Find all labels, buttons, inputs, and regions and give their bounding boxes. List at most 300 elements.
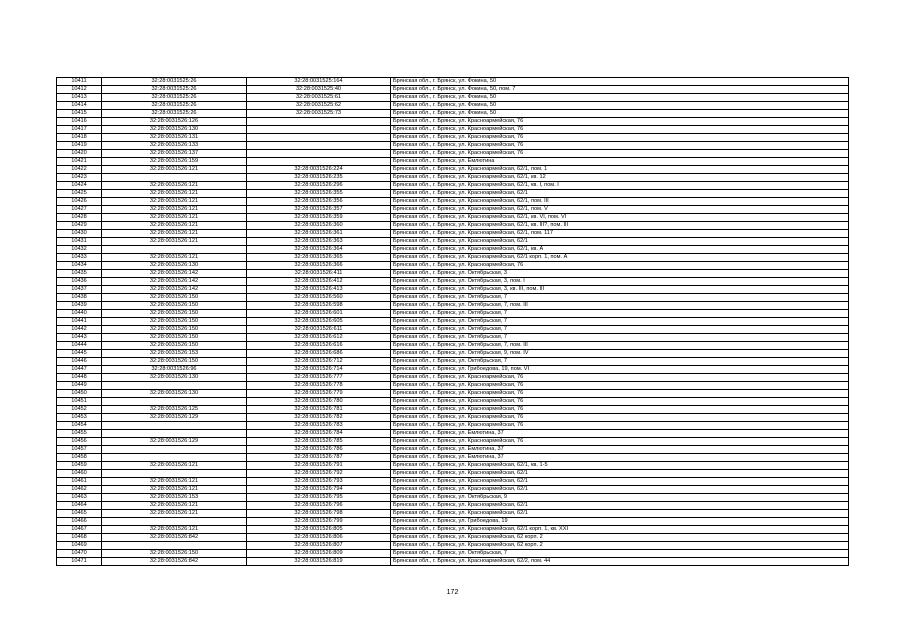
table-row	[57, 278, 849, 286]
parcel-cadastral-number-cell	[102, 446, 247, 454]
address-cell: Брянская обл., г. Брянск, ул. Октябрьская, 7	[391, 358, 849, 366]
row-number-cell: 10442	[57, 326, 102, 334]
address-cell: Брянская обл., г. Брянск, ул. Красноармейская, 62/1	[391, 510, 849, 518]
object-cadastral-number-cell: 32:28:0031526:799	[247, 518, 391, 526]
parcel-cadastral-number-cell	[102, 174, 247, 182]
table-row	[57, 430, 849, 438]
row-number-cell: 10450	[57, 390, 102, 398]
parcel-cadastral-number-cell	[102, 542, 247, 550]
object-cadastral-number-cell: 32:28:0031526:296	[247, 182, 391, 190]
parcel-cadastral-number-cell: 32:28:0031526:142	[102, 270, 247, 278]
object-cadastral-number-cell: 32:28:0031526:357	[247, 206, 391, 214]
address-cell: Брянская обл., г. Брянск, ул. Красноармейская, 62/1, кв. III?, пом. III	[391, 222, 849, 230]
table-row	[57, 254, 849, 262]
table-row	[57, 174, 849, 182]
address-cell: Брянская обл., г. Брянск, ул. Красноармейская, 62/1	[391, 478, 849, 486]
table-row	[57, 454, 849, 462]
object-cadastral-number-cell: 32:28:0031526:355	[247, 190, 391, 198]
row-number-cell: 10467	[57, 526, 102, 534]
table-row	[57, 518, 849, 526]
row-number-cell: 10419	[57, 142, 102, 150]
row-number-cell: 10459	[57, 462, 102, 470]
address-cell: Брянская обл., г. Брянск, ул. Октябрьская, 9, пом. IV	[391, 350, 849, 358]
object-cadastral-number-cell	[247, 142, 391, 150]
table-row	[57, 406, 849, 414]
table-row	[57, 94, 849, 102]
object-cadastral-number-cell	[247, 118, 391, 126]
address-cell: Брянская обл., г. Брянск, ул. Красноармейская, 62/1, пом. 117	[391, 230, 849, 238]
table-row	[57, 414, 849, 422]
object-cadastral-number-cell: 32:28:0031526:793	[247, 478, 391, 486]
address-cell: Брянская обл., г. Брянск, ул. Фокина, 50	[391, 94, 849, 102]
table-row	[57, 158, 849, 166]
address-cell: Брянская обл., г. Брянск, ул. Емлютина, 37	[391, 454, 849, 462]
parcel-cadastral-number-cell: 32:28:0031526:137	[102, 150, 247, 158]
object-cadastral-number-cell: 32:28:0031526:778	[247, 382, 391, 390]
address-cell: Брянская обл., г. Брянск, ул. Красноармейская, 62/1, кв. VI, пом. VI	[391, 214, 849, 222]
parcel-cadastral-number-cell: 32:28:0031526:121	[102, 230, 247, 238]
address-cell: Брянская обл., г. Брянск, ул. Фокина, 50	[391, 110, 849, 118]
parcel-cadastral-number-cell: 32:28:0031526:133	[102, 142, 247, 150]
cadastral-table	[56, 77, 849, 566]
address-cell: Брянская обл., г. Брянск, ул. Октябрьская, 3	[391, 270, 849, 278]
table-row	[57, 198, 849, 206]
table-row	[57, 126, 849, 134]
parcel-cadastral-number-cell: 32:28:0031525:26	[102, 78, 247, 86]
parcel-cadastral-number-cell: 32:28:0031526:842	[102, 534, 247, 542]
table-row	[57, 86, 849, 94]
object-cadastral-number-cell: 32:28:0031526:781	[247, 406, 391, 414]
address-cell: Брянская обл., г. Брянск, ул. Фокина, 50, пом. 7	[391, 86, 849, 94]
table-row	[57, 502, 849, 510]
object-cadastral-number-cell: 32:28:0031526:611	[247, 326, 391, 334]
object-cadastral-number-cell: 32:28:0031526:616	[247, 342, 391, 350]
parcel-cadastral-number-cell: 32:28:0031526:142	[102, 278, 247, 286]
table-row	[57, 326, 849, 334]
page-number: 172	[446, 589, 459, 596]
object-cadastral-number-cell: 32:28:0031526:365	[247, 254, 391, 262]
row-number-cell: 10438	[57, 294, 102, 302]
address-cell: Брянская обл., г. Брянск, ул. Красноармейская, 62/1, кв. I, пом. I	[391, 182, 849, 190]
row-number-cell: 10427	[57, 206, 102, 214]
row-number-cell: 10433	[57, 254, 102, 262]
row-number-cell: 10426	[57, 198, 102, 206]
object-cadastral-number-cell: 32:28:0031526:411	[247, 270, 391, 278]
object-cadastral-number-cell: 32:28:0031526:612	[247, 334, 391, 342]
row-number-cell: 10434	[57, 262, 102, 270]
address-cell: Брянская обл., г. Брянск, ул. Красноармейская, 76	[391, 422, 849, 430]
row-number-cell: 10455	[57, 430, 102, 438]
table-row	[57, 182, 849, 190]
parcel-cadastral-number-cell: 32:28:0031526:121	[102, 214, 247, 222]
parcel-cadastral-number-cell: 32:28:0031526:150	[102, 294, 247, 302]
table-row	[57, 358, 849, 366]
object-cadastral-number-cell: 32:28:0031526:413	[247, 286, 391, 294]
object-cadastral-number-cell: 32:28:0031526:366	[247, 262, 391, 270]
parcel-cadastral-number-cell: 32:28:0031526:150	[102, 326, 247, 334]
table-row	[57, 422, 849, 430]
table-row	[57, 230, 849, 238]
object-cadastral-number-cell: 32:28:0031525:61	[247, 94, 391, 102]
address-cell: Брянская обл., г. Брянск, ул. Красноармейская, 76	[391, 414, 849, 422]
row-number-cell: 10412	[57, 86, 102, 94]
table-row	[57, 558, 849, 566]
address-cell: Брянская обл., г. Брянск, ул. Красноармейская, 62/1	[391, 502, 849, 510]
row-number-cell: 10430	[57, 230, 102, 238]
row-number-cell: 10451	[57, 398, 102, 406]
object-cadastral-number-cell: 32:28:0031526:779	[247, 390, 391, 398]
parcel-cadastral-number-cell: 32:28:0031526:142	[102, 286, 247, 294]
row-number-cell: 10452	[57, 406, 102, 414]
address-cell: Брянская обл., г. Брянск, ул. Красноармейская, 62 корп. 2	[391, 542, 849, 550]
address-cell: Брянская обл., г. Брянск, ул. Красноармейская, 76	[391, 142, 849, 150]
table-row	[57, 246, 849, 254]
parcel-cadastral-number-cell: 32:28:0031526:153	[102, 494, 247, 502]
table-body	[57, 78, 849, 566]
table-row	[57, 102, 849, 110]
object-cadastral-number-cell: 32:28:0031526:807	[247, 542, 391, 550]
parcel-cadastral-number-cell: 32:28:0031526:129	[102, 414, 247, 422]
object-cadastral-number-cell: 32:28:0031526:235	[247, 174, 391, 182]
row-number-cell: 10464	[57, 502, 102, 510]
row-number-cell: 10422	[57, 166, 102, 174]
address-cell: Брянская обл., г. Брянск, ул. Красноармейская, 62/1 корп. 1, пом. А	[391, 254, 849, 262]
row-number-cell: 10444	[57, 342, 102, 350]
row-number-cell: 10414	[57, 102, 102, 110]
object-cadastral-number-cell: 32:28:0031526:791	[247, 462, 391, 470]
address-cell: Брянская обл., г. Брянск, ул. Октябрьская, 9	[391, 494, 849, 502]
table-row	[57, 374, 849, 382]
address-cell: Брянская обл., г. Брянск, ул. Красноармейская, 76	[391, 406, 849, 414]
parcel-cadastral-number-cell: 32:28:0031525:26	[102, 94, 247, 102]
object-cadastral-number-cell: 32:28:0031526:560	[247, 294, 391, 302]
address-cell: Брянская обл., г. Брянск, ул. Красноармейская, 76	[391, 382, 849, 390]
parcel-cadastral-number-cell: 32:28:0031526:130	[102, 390, 247, 398]
table-row	[57, 438, 849, 446]
parcel-cadastral-number-cell: 32:28:0031526:129	[102, 438, 247, 446]
row-number-cell: 10454	[57, 422, 102, 430]
address-cell: Брянская обл., г. Брянск, ул. Октябрьская, 7	[391, 310, 849, 318]
object-cadastral-number-cell: 32:28:0031526:798	[247, 510, 391, 518]
object-cadastral-number-cell: 32:28:0031526:795	[247, 494, 391, 502]
object-cadastral-number-cell: 32:28:0031526:792	[247, 470, 391, 478]
row-number-cell: 10417	[57, 126, 102, 134]
row-number-cell: 10439	[57, 302, 102, 310]
parcel-cadastral-number-cell: 32:28:0031526:150	[102, 550, 247, 558]
address-cell: Брянская обл., г. Брянск, ул. Красноармейская, 62/1 корп. 1, кв. XXI	[391, 526, 849, 534]
object-cadastral-number-cell: 32:28:0031526:819	[247, 558, 391, 566]
object-cadastral-number-cell	[247, 150, 391, 158]
row-number-cell: 10416	[57, 118, 102, 126]
row-number-cell: 10457	[57, 446, 102, 454]
address-cell: Брянская обл., г. Брянск, ул. Красноармейская, 62/1, кв. А	[391, 246, 849, 254]
address-cell: Брянская обл., г. Брянск, ул. Октябрьская, 3, кв. III, пом. III	[391, 286, 849, 294]
address-cell: Брянская обл., г. Брянск, ул. Красноармейская, 76	[391, 126, 849, 134]
row-number-cell: 10456	[57, 438, 102, 446]
object-cadastral-number-cell: 32:28:0031526:782	[247, 414, 391, 422]
row-number-cell: 10448	[57, 374, 102, 382]
table-row	[57, 262, 849, 270]
object-cadastral-number-cell: 32:28:0031526:784	[247, 430, 391, 438]
parcel-cadastral-number-cell: 32:28:0031526:150	[102, 358, 247, 366]
parcel-cadastral-number-cell: 32:28:0031526:121	[102, 182, 247, 190]
parcel-cadastral-number-cell	[102, 518, 247, 526]
row-number-cell: 10424	[57, 182, 102, 190]
table-row	[57, 270, 849, 278]
row-number-cell: 10440	[57, 310, 102, 318]
parcel-cadastral-number-cell: 32:28:0031526:121	[102, 238, 247, 246]
parcel-cadastral-number-cell: 32:28:0031526:842	[102, 558, 247, 566]
object-cadastral-number-cell: 32:28:0031526:714	[247, 366, 391, 374]
row-number-cell: 10441	[57, 318, 102, 326]
object-cadastral-number-cell: 32:28:0031526:412	[247, 278, 391, 286]
row-number-cell: 10469	[57, 542, 102, 550]
row-number-cell: 10411	[57, 78, 102, 86]
row-number-cell: 10445	[57, 350, 102, 358]
parcel-cadastral-number-cell: 32:28:0031526:121	[102, 502, 247, 510]
address-cell: Брянская обл., г. Брянск, ул. Красноармейская, 76	[391, 262, 849, 270]
row-number-cell: 10447	[57, 366, 102, 374]
object-cadastral-number-cell: 32:28:0031526:794	[247, 486, 391, 494]
row-number-cell: 10429	[57, 222, 102, 230]
table-row	[57, 334, 849, 342]
row-number-cell: 10443	[57, 334, 102, 342]
address-cell: Брянская обл., г. Брянск, ул. Красноармейская, 62/1	[391, 190, 849, 198]
parcel-cadastral-number-cell: 32:28:0031526:121	[102, 190, 247, 198]
object-cadastral-number-cell: 32:28:0031526:805	[247, 526, 391, 534]
parcel-cadastral-number-cell: 32:28:0031526:130	[102, 374, 247, 382]
table-row	[57, 206, 849, 214]
address-cell: Брянская обл., г. Брянск, ул. Красноармейская, 62/2, пом. 44	[391, 558, 849, 566]
address-cell: Брянская обл., г. Брянск, ул. Красноармейская, 76	[391, 134, 849, 142]
parcel-cadastral-number-cell: 32:28:0031526:159	[102, 158, 247, 166]
table-row	[57, 446, 849, 454]
object-cadastral-number-cell: 32:28:0031526:796	[247, 502, 391, 510]
row-number-cell: 10470	[57, 550, 102, 558]
object-cadastral-number-cell: 32:28:0031526:786	[247, 446, 391, 454]
address-cell: Брянская обл., г. Брянск, ул. Емлютина	[391, 158, 849, 166]
row-number-cell: 10462	[57, 486, 102, 494]
parcel-cadastral-number-cell: 32:28:0031526:130	[102, 262, 247, 270]
table-row	[57, 118, 849, 126]
object-cadastral-number-cell: 32:28:0031526:785	[247, 438, 391, 446]
row-number-cell: 10421	[57, 158, 102, 166]
address-cell: Брянская обл., г. Брянск, ул. Октябрьская, 7, пом. III	[391, 342, 849, 350]
table-row	[57, 318, 849, 326]
address-cell: Брянская обл., г. Брянск, ул. Октябрьская, 7, пом. III	[391, 302, 849, 310]
row-number-cell: 10432	[57, 246, 102, 254]
object-cadastral-number-cell: 32:28:0031525:164	[247, 78, 391, 86]
table-row	[57, 534, 849, 542]
address-cell: Брянская обл., г. Брянск, ул. Фокина, 50	[391, 78, 849, 86]
address-cell: Брянская обл., г. Брянск, ул. Красноармейская, 76	[391, 150, 849, 158]
address-cell: Брянская обл., г. Брянск, ул. Красноармейская, 62/1	[391, 470, 849, 478]
table-row	[57, 166, 849, 174]
object-cadastral-number-cell: 32:28:0031526:787	[247, 454, 391, 462]
object-cadastral-number-cell: 32:28:0031525:62	[247, 102, 391, 110]
address-cell: Брянская обл., г. Брянск, ул. Красноармейская, 62/1	[391, 486, 849, 494]
object-cadastral-number-cell: 32:28:0031526:806	[247, 534, 391, 542]
parcel-cadastral-number-cell: 32:28:0031526:121	[102, 510, 247, 518]
table-row	[57, 390, 849, 398]
object-cadastral-number-cell: 32:28:0031526:601	[247, 310, 391, 318]
address-cell: Брянская обл., г. Брянск, ул. Октябрьская, 3, пом. I	[391, 278, 849, 286]
address-cell: Брянская обл., г. Брянск, ул. Октябрьская, 7	[391, 294, 849, 302]
object-cadastral-number-cell: 32:28:0031526:605	[247, 318, 391, 326]
object-cadastral-number-cell: 32:28:0031526:809	[247, 550, 391, 558]
row-number-cell: 10449	[57, 382, 102, 390]
address-cell: Брянская обл., г. Брянск, ул. Емлютина, 37	[391, 430, 849, 438]
table-row	[57, 462, 849, 470]
parcel-cadastral-number-cell	[102, 246, 247, 254]
row-number-cell: 10423	[57, 174, 102, 182]
table-row	[57, 286, 849, 294]
row-number-cell: 10465	[57, 510, 102, 518]
row-number-cell: 10418	[57, 134, 102, 142]
object-cadastral-number-cell: 32:28:0031526:686	[247, 350, 391, 358]
object-cadastral-number-cell: 32:28:0031526:360	[247, 222, 391, 230]
parcel-cadastral-number-cell: 32:28:0031526:150	[102, 310, 247, 318]
object-cadastral-number-cell: 32:28:0031525:73	[247, 110, 391, 118]
row-number-cell: 10431	[57, 238, 102, 246]
parcel-cadastral-number-cell	[102, 382, 247, 390]
row-number-cell: 10446	[57, 358, 102, 366]
table-row	[57, 366, 849, 374]
parcel-cadastral-number-cell	[102, 430, 247, 438]
address-cell: Брянская обл., г. Брянск, ул. Красноармейская, 62/1, пом. III	[391, 198, 849, 206]
table-row	[57, 342, 849, 350]
address-cell: Брянская обл., г. Брянск, ул. Красноармейская, 62 корп. 2	[391, 534, 849, 542]
parcel-cadastral-number-cell: 32:28:0031526:121	[102, 462, 247, 470]
address-cell: Брянская обл., г. Брянск, ул. Красноармейская, 76	[391, 374, 849, 382]
parcel-cadastral-number-cell: 32:28:0031526:131	[102, 134, 247, 142]
table-row	[57, 134, 849, 142]
object-cadastral-number-cell: 32:28:0031526:361	[247, 230, 391, 238]
parcel-cadastral-number-cell	[102, 398, 247, 406]
parcel-cadastral-number-cell	[102, 422, 247, 430]
address-cell: Брянская обл., г. Брянск, ул. Грибоедова, 19	[391, 518, 849, 526]
address-cell: Брянская обл., г. Брянск, ул. Красноармейская, 62/1, пом. 1	[391, 166, 849, 174]
parcel-cadastral-number-cell: 32:28:0031525:26	[102, 102, 247, 110]
object-cadastral-number-cell	[247, 126, 391, 134]
object-cadastral-number-cell: 32:28:0031526:780	[247, 398, 391, 406]
address-cell: Брянская обл., г. Брянск, ул. Фокина, 50	[391, 102, 849, 110]
parcel-cadastral-number-cell: 32:28:0031526:150	[102, 302, 247, 310]
table-row	[57, 510, 849, 518]
table-row	[57, 350, 849, 358]
object-cadastral-number-cell: 32:28:0031526:783	[247, 422, 391, 430]
parcel-cadastral-number-cell: 32:28:0031526:126	[102, 118, 247, 126]
address-cell: Брянская обл., г. Брянск, ул. Октябрьская, 7	[391, 334, 849, 342]
table-row	[57, 478, 849, 486]
row-number-cell: 10437	[57, 286, 102, 294]
parcel-cadastral-number-cell: 32:28:0031526:150	[102, 342, 247, 350]
parcel-cadastral-number-cell: 32:28:0031526:153	[102, 350, 247, 358]
address-cell: Брянская обл., г. Брянск, ул. Красноармейская, 62/1	[391, 238, 849, 246]
table-row	[57, 110, 849, 118]
parcel-cadastral-number-cell: 32:28:0031526:125	[102, 406, 247, 414]
row-number-cell: 10435	[57, 270, 102, 278]
parcel-cadastral-number-cell: 32:28:0031526:150	[102, 318, 247, 326]
parcel-cadastral-number-cell: 32:28:0031526:121	[102, 222, 247, 230]
parcel-cadastral-number-cell: 32:28:0031525:26	[102, 86, 247, 94]
object-cadastral-number-cell	[247, 158, 391, 166]
parcel-cadastral-number-cell: 32:28:0031526:121	[102, 198, 247, 206]
parcel-cadastral-number-cell	[102, 470, 247, 478]
address-cell: Брянская обл., г. Брянск, ул. Красноармейская, 76	[391, 390, 849, 398]
table-row	[57, 310, 849, 318]
table-row	[57, 398, 849, 406]
table-row	[57, 302, 849, 310]
row-number-cell: 10453	[57, 414, 102, 422]
address-cell: Брянская обл., г. Брянск, ул. Красноармейская, 62/1, пом. V	[391, 206, 849, 214]
object-cadastral-number-cell: 32:28:0031526:356	[247, 198, 391, 206]
address-cell: Брянская обл., г. Брянск, ул. Грибоедова, 19, пом. VI	[391, 366, 849, 374]
object-cadastral-number-cell: 32:28:0031526:598	[247, 302, 391, 310]
object-cadastral-number-cell: 32:28:0031526:712	[247, 358, 391, 366]
row-number-cell: 10425	[57, 190, 102, 198]
table-row	[57, 238, 849, 246]
object-cadastral-number-cell: 32:28:0031525:40	[247, 86, 391, 94]
address-cell: Брянская обл., г. Брянск, ул. Емлютина, 37	[391, 446, 849, 454]
address-cell: Брянская обл., г. Брянск, ул. Красноармейская, 76	[391, 438, 849, 446]
parcel-cadastral-number-cell: 32:28:0031526:121	[102, 486, 247, 494]
parcel-cadastral-number-cell	[102, 454, 247, 462]
table-row	[57, 486, 849, 494]
table-row	[57, 78, 849, 86]
table-row	[57, 294, 849, 302]
parcel-cadastral-number-cell: 32:28:0031526:121	[102, 166, 247, 174]
parcel-cadastral-number-cell: 32:28:0031526:96	[102, 366, 247, 374]
object-cadastral-number-cell: 32:28:0031526:364	[247, 246, 391, 254]
table-row	[57, 142, 849, 150]
parcel-cadastral-number-cell: 32:28:0031526:130	[102, 126, 247, 134]
row-number-cell: 10415	[57, 110, 102, 118]
table-row	[57, 222, 849, 230]
row-number-cell: 10468	[57, 534, 102, 542]
parcel-cadastral-number-cell: 32:28:0031526:121	[102, 206, 247, 214]
row-number-cell: 10471	[57, 558, 102, 566]
table-row	[57, 214, 849, 222]
object-cadastral-number-cell: 32:28:0031526:224	[247, 166, 391, 174]
row-number-cell: 10463	[57, 494, 102, 502]
parcel-cadastral-number-cell: 32:28:0031526:121	[102, 526, 247, 534]
row-number-cell: 10428	[57, 214, 102, 222]
address-cell: Брянская обл., г. Брянск, ул. Красноармейская, 76	[391, 118, 849, 126]
address-cell: Брянская обл., г. Брянск, ул. Красноармейская, 76	[391, 398, 849, 406]
table-row	[57, 382, 849, 390]
table-row	[57, 494, 849, 502]
object-cadastral-number-cell: 32:28:0031526:777	[247, 374, 391, 382]
row-number-cell: 10460	[57, 470, 102, 478]
address-cell: Брянская обл., г. Брянск, ул. Красноармейская, 62/1, кв. 1-5	[391, 462, 849, 470]
parcel-cadastral-number-cell: 32:28:0031526:121	[102, 254, 247, 262]
address-cell: Брянская обл., г. Брянск, ул. Октябрьская, 7	[391, 550, 849, 558]
table-row	[57, 470, 849, 478]
parcel-cadastral-number-cell: 32:28:0031526:150	[102, 334, 247, 342]
table-row	[57, 526, 849, 534]
object-cadastral-number-cell: 32:28:0031526:363	[247, 238, 391, 246]
table-row	[57, 542, 849, 550]
object-cadastral-number-cell: 32:28:0031526:359	[247, 214, 391, 222]
row-number-cell: 10436	[57, 278, 102, 286]
row-number-cell: 10461	[57, 478, 102, 486]
address-cell: Брянская обл., г. Брянск, ул. Красноармейская, 62/1, кв. 12	[391, 174, 849, 182]
row-number-cell: 10420	[57, 150, 102, 158]
address-cell: Брянская обл., г. Брянск, ул. Октябрьская, 7	[391, 326, 849, 334]
table-row	[57, 190, 849, 198]
row-number-cell: 10458	[57, 454, 102, 462]
